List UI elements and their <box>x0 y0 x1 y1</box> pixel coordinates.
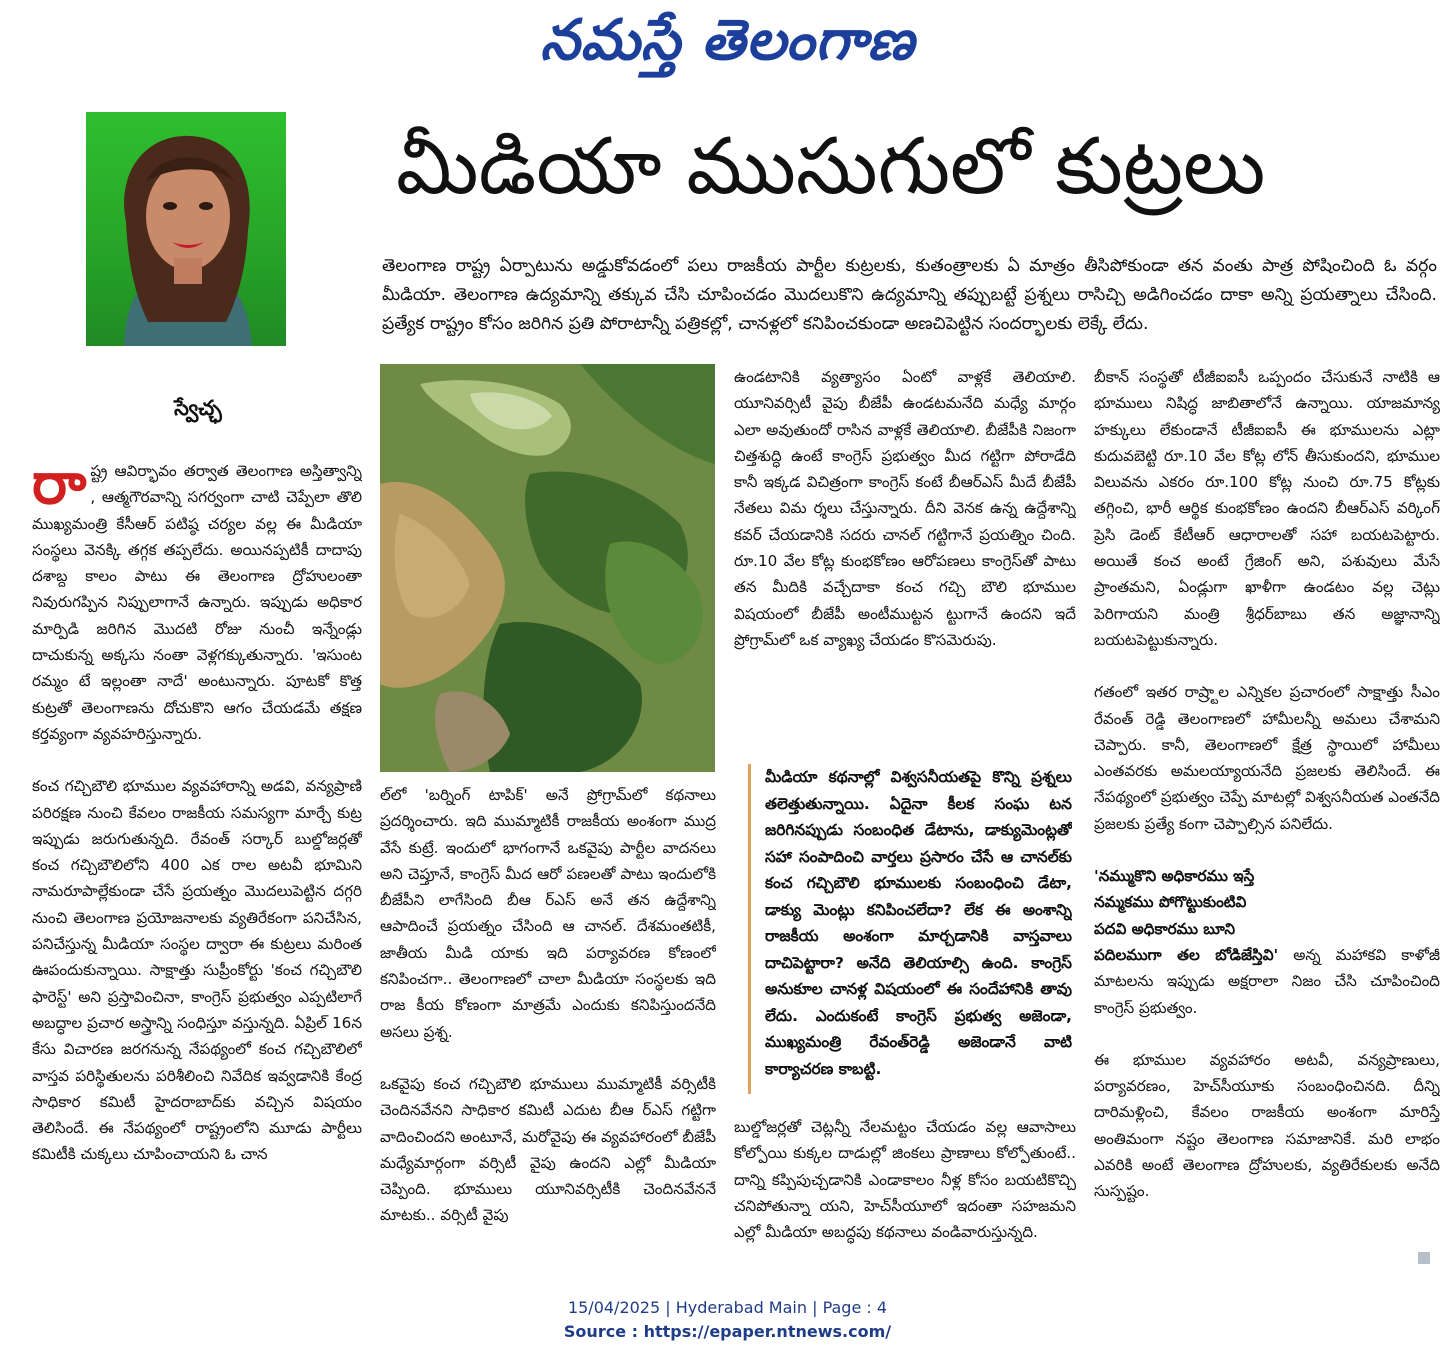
article-headline: మీడియా ముసుగులో కుట్రలు <box>396 122 1266 212</box>
drop-cap: రా <box>32 458 87 517</box>
poem-line: పదవి అధికారము బూని <box>1094 919 1235 938</box>
paragraph: ల్‌లో 'బర్నింగ్ టాపిక్' అనే ప్రోగ్రామ్‌లో కథనాలు ప్రదర్శించారు. ఇది ముమ్మాటికీ రాజకీయ అంశంగా ముద్ర వేసే కుట్రే. ఇందులో భాగంగానే ఒకవైపు పార్టీల వాదనలు అని చెప్తూనే, కాంగ్రెస్ మీద ఆరో పణలతో పాటు ఇందులోకి బీజేపీని లాగేసింది బీఆ ర్ఎస్ అనే తన ఉద్దేశాన్ని ఆపాదించే ప్రయత్నం చేసింది ఆ చానల్. దేశమంతటికీ, జాతీయ మీడి యాకు ఇది పర్యావరణ కోణంలో కనిపించగా.. తెలంగాణలో చాలా మీడియా సంస్థలకు ఇది రాజ కీయ కోణంగా మాత్రమే ఎందుకు కనిపిస్తుందనేది అసలు ప్రశ్న. <box>380 786 716 1041</box>
paragraph: బీకాన్ సంస్థతో టీజీఐఐసీ ఒప్పందం చేసుకునే నాటికి ఆ భూములు నిషిద్ధ జాబితాలోనే ఉన్నాయి. యాజమాన్య హక్కులు లేకుండానే టీజీఐఐసీ ఈ భూములను ఎట్లా కుదువబెట్టి రూ.10 వేల కోట్ల లోన్ తీసుకుందని, భూముల విలువను ఎకరం రూ.100 కోట్ల నుంచి రూ.75 కోట్లకు తగ్గించి, భారీ ఆర్థిక కుంభకోణం ఉందని బీఆర్ఎస్ వర్కింగ్ ప్రెసి డెంట్ కేటీఆర్ ఆధారాలతో సహా బయటపెట్టారు. అయితే కంచ అంటే గ్రేజింగ్ అని, పశువులు మేసే ప్రాంతమని, ఏండ్లుగా ఖాళీగా ఉండటం వల్ల చెట్లు పెరిగాయని మంత్రి శ్రీధర్‌బాబు తన అజ్ఞానాన్ని బయటపెట్టుకున్నారు. <box>1094 368 1440 649</box>
paragraph: ఒకవైపు కంచ గచ్చిబౌలి భూములు ముమ్మాటికీ వర్సిటీకి చెందినవేనని సాధికార కమిటీ ఎదుట బీఆ ర్ఎస్ గట్టిగా వాదించిందని అంటూనే, మరోవైపు ఈ వ్యవహారంలో బీజేపీ మధ్యేమార్గంగా వర్సిటీ వైపు ఉందని ఎల్లో మీడియా చెప్పింది. భూములు యూనివర్సిటీకి చెందినవేననే మాటకు.. వర్సిటీ వైపు <box>380 1074 716 1225</box>
column-1 <box>32 458 362 1278</box>
footer-source-link[interactable]: Source : https://epaper.ntnews.com/ <box>563 1322 892 1341</box>
poem-line: పదిలముగా తల బోడిజేస్తివి' <box>1094 945 1279 964</box>
end-of-article-marker <box>1418 1252 1430 1264</box>
column-2 <box>380 782 716 1278</box>
masthead-logo: నమస్తే తెలంగాణ <box>540 8 915 73</box>
paragraph: ఈ భూముల వ్యవహారం అటవీ, వన్యప్రాణులు, పర్యావరణం, హెచ్‌సీయూకు సంబంధించినది. దీన్ని దారిమళ్లించి, కేవలం రాజకీయ అంశంగా మారిస్తే అంతిమంగా నష్టం తెలంగాణ సమాజానికే. మరి లాభం ఎవరికి అంటే తెలంగాణ ద్రోహులకు, వ్యతిరేకులకు అనేది సుస్పష్టం. <box>1094 1050 1440 1201</box>
pull-quote: మీడియా కథనాల్లో విశ్వసనీయతపై కొన్ని ప్రశ్నలు తలెత్తుతున్నాయి. ఏదైనా కీలక సంఘ టన జరిగినప్పుడు సంబంధిత డేటాను, డాక్యుమెంట్లతో సహా సంపాదించి వార్తలు ప్రసారం చేసే ఆ చానల్‌కు కంచ గచ్చిబౌలి భూములకు సంబంధించి డేటా, డాక్యు మెంట్లు కనిపించలేదా? లేక ఈ అంశాన్ని రాజకీయ అంశంగా మార్చడానికి వాస్తవాలు దాచిపెట్టారా? అనేది తెలియాల్సి ఉంది. కాంగ్రెస్ అనుకూల చానళ్ల విషయంలో ఈ సందేహానికి తావు లేదు. ఎందుకంటే కాంగ్రెస్ ప్రభుత్వ అజెండా, ముఖ్యమంత్రి రేవంత్‌రెడ్డి అజెండానే వాటి కార్యాచరణ కాబట్టి. <box>748 764 1072 1094</box>
paragraph: కంచ గచ్చిబౌలి భూముల వ్యవహారాన్ని అడవి, వన్యప్రాణి పరిరక్షణ నుంచి కేవలం రాజకీయ సమస్యగా మార్చే కుట్ర ఇప్పుడు జరుగుతున్నది. రేవంత్ సర్కార్ బుల్డోజర్లతో కంచ గచ్చిబౌలిలోని 400 ఎక రాల అటవీ భూమిని నామరూపాల్లేకుండా చేసే ప్రయత్నం మొదలుపెట్టిన దగ్గరి నుంచి తెలంగాణ ప్రయోజనాలకు వ్యతిరేకంగా పనిచేసిన, పనిచేస్తున్న మీడియా సంస్థల ద్వారా ఈ కుట్రలు మరింత ఊపందుకున్నాయి. సాక్షాత్తు సుప్రీంకోర్టు 'కంచ గచ్చిబౌలి ఫారెస్ట్' అని ప్రస్తావించినా, కాంగ్రెస్ ప్రభుత్వం ఎప్పటిలాగే అబద్ధాల ప్రచార అస్త్రాన్ని సంధిస్తూ వస్తున్నది. ఏప్రిల్ 16న కేసు విచారణ జరగనున్న నేపథ్యంలో కంచ గచ్చిబౌలిలో వాస్తవ పరిస్థితులను పరిశీలించి నివేదిక ఇవ్వడానికి కేంద్ర సాధికార కమిటీ హైదరాబాద్‌కు వచ్చిన విషయం తెలిసిందే. ఈ నేపథ్యంలో రాష్ట్రంలోని మూడు పార్టీలు కమిటీకి చుక్కలు చూపించాయని ఓ చాన <box>32 777 362 1164</box>
poem-quote <box>1094 863 1440 1021</box>
author-photo <box>86 112 286 346</box>
column-3-bottom <box>734 1114 1076 1284</box>
paragraph <box>32 458 362 747</box>
column-4 <box>1094 364 1440 1284</box>
poem-attribution: అన్న మహాకవి కాళోజీ మాటలను ఇప్పుడు అక్షరాలా నిజం చేసి చూపించింది కాంగ్రెస్ ప్రభుత్వం. <box>1094 945 1440 1017</box>
paragraph: గతంలో ఇతర రాష్ర్టాల ఎన్నికల ప్రచారంలో సాక్షాత్తు సీఎం రేవంత్ రెడ్డి తెలంగాణలో హామీలన్నీ అమలు చేశామని చెప్పారు. కానీ, తెలంగాణలో క్షేత్ర స్థాయిలో హామీలు ఎంతవరకు అమలయ్యాయనేది ప్రజలకు తెలిసిందే. ఈ నేపథ్యంలో ప్రభుత్వం చెప్పే మాటల్లో విశ్వసనీయత ఎంతనేది ప్రజలకు ప్రత్యే కంగా చెప్పాల్సిన పనిలేదు. <box>1094 683 1440 833</box>
lead-paragraph: తెలంగాణ రాష్ట్ర ఏర్పాటును అడ్డుకోవడంలో పలు రాజకీయ పార్టీల కుట్రలకు, కుతంత్రాలకు ఏ మాత్రం తీసిపోకుండా తన వంతు పాత్ర పోషించింది ఓ వర్గం మీడియా. తెలంగాణ ఉద్యమాన్ని తక్కువ చేసి చూపించడం మొదలుకొని ఉద్యమాన్ని తప్పుబట్టే ప్రశ్నలు రాసిచ్చి అడిగించడం దాకా అన్ని ప్రయత్నాలు చేసింది. ప్రత్యేక రాష్ట్రం కోసం జరిగిన ప్రతి పోరాటాన్నీ పత్రికల్లో, చానళ్లలో కనిపించకుండా అణచిపెట్టిన సందర్భాలకు లెక్కే లేదు. <box>382 256 1437 334</box>
paragraph: ఉండటానికి వ్యత్యాసం ఏంటో వాళ్లకే తెలియాలి. యూనివర్సిటీ వైపు బీజేపీ ఉండటమనేది మధ్యే మార్గం ఎలా అవుతుందో రాసిన వాళ్లకే తెలియాలి. బీజేపీకి నిజంగా చిత్తశుద్ధి ఉంటే కాంగ్రెస్ ప్రభుత్వం మీద గట్టిగా పోరాడేది కానీ ఇక్కడ విచిత్రంగా కాంగ్రెస్ కంటే బీఆర్ఎస్ మీదే బీజేపీ నేతలు విమ ర్శలు చేస్తున్నారు. దీని వెనక ఉన్న ఉద్దేశాన్ని కవర్ చేయడానికి సదరు చానల్ గట్టిగానే ప్రయత్నిం చింది. రూ.10 వేల కోట్ల కుంభకోణం ఆరోపణలు కాంగ్రెస్‌తో పాటు తన మీదికి వచ్చేదాకా కంచ గచ్చి బౌలి భూముల విషయంలో బీజేపీ అంటీముట్టన ట్టుగానే ఉందని ఇదే ప్రోగ్రామ్‌లో ఒక వ్యాఖ్య చేయడం కొసమెరుపు. <box>734 368 1076 649</box>
poem-line: నమ్మకము పోగొట్టుకుంటివి <box>1094 893 1247 912</box>
paragraph-text: ష్ట్ర ఆవిర్భావం తర్వాత తెలంగాణ అస్తిత్వాన్ని , ఆత్మగౌరవాన్ని సగర్వంగా చాటి చెప్పేలా తొలి ముఖ్యమంత్రి కేసీఆర్ పటిష్ఠ చర్యల వల్ల ఈ మీడియా సంస్థలు వెనక్కి తగ్గక తప్పలేదు. అయినప్పటికీ దాదాపు దశాబ్ద కాలం పాటు ఈ తెలంగాణ ద్రోహులంతా నివురుగప్పిన నిప్పులాగానే ఉన్నారు. ఇప్పుడు అధికార మార్పిడి జరిగిన మొదటి రోజు నుంచీ ఇన్నేండ్లు దాచుకున్న అక్కసు నంతా వెళ్లగక్కుతున్నారు. 'ఇసుంట రమ్మం టే ఇల్లంతా నాదే' అంటున్నారు. పూటకో కొత్త కుట్రతో తెలంగాణను దోచుకొని ఆగం చేయడమే తక్షణ కర్తవ్యంగా వ్యవహరిస్తున్నారు. <box>32 462 362 743</box>
footer-edition-info: 15/04/2025 | Hyderabad Main | Page : 4 <box>567 1298 888 1317</box>
poem-line: 'నమ్ముకొని అధికారము ఇస్తే <box>1094 867 1255 886</box>
forest-aerial-photo <box>380 364 715 772</box>
author-byline: స్వేచ్ఛ <box>174 396 222 420</box>
column-3-top <box>734 364 1076 724</box>
paragraph: బుల్డోజర్లతో చెట్లన్నీ నేలమట్టం చేయడం వల్ల ఆవాసాలు కోల్పోయి కుక్కల దాడుల్లో జింకలు ప్రాణాలు కోల్పోతుంటే.. దాన్ని కప్పిపుచ్చడానికి ఎండాకాలం నీళ్ల కోసం బయటికొచ్చి చనిపోతున్నా యని, హెచ్‌సీయూలో ఇదంతా సహజమని ఎల్లో మీడియా అబద్ధపు కథనాలు వండివారుస్తున్నది. <box>734 1118 1076 1242</box>
